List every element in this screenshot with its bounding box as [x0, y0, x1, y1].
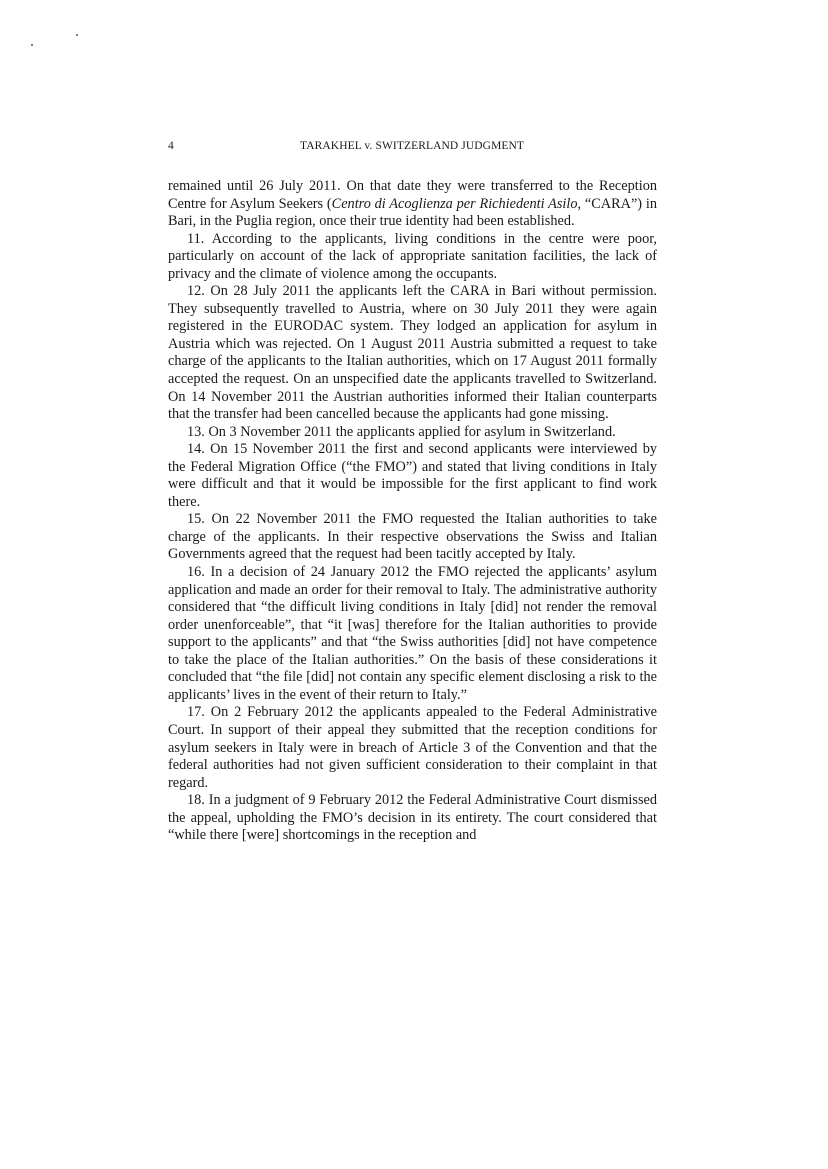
paragraph-17: 17. On 2 February 2012 the applicants appealed to the Federal Administrative Court. In support of their appeal they submitted that the reception conditions for asylum seekers in Italy were in breach of Article 3 of the Convention and that the federal authorities had not given sufficient consideration to their complaint in that regard. — [168, 704, 657, 791]
scan-speck — [31, 44, 33, 46]
paragraph-18: 18. In a judgment of 9 February 2012 the Federal Administrative Court dismissed the appeal, upholding the FMO’s decision in its entirety. The court considered that “while there [were] shortcomings in the reception and — [168, 792, 657, 844]
italic-term: Centro di Acoglienza per Richiedenti Asilo — [331, 195, 578, 212]
scan-speck — [76, 34, 78, 36]
paragraph-13: 13. On 3 November 2011 the applicants applied for asylum in Switzerland. — [187, 423, 616, 440]
running-header: TARAKHEL v. SWITZERLAND JUDGMENT — [300, 140, 525, 152]
paragraph-continuation — [168, 178, 657, 231]
paragraph-14: 14. On 15 November 2011 the first and second applicants were interviewed by the Federal Migration Office (“the FMO”) and stated that living conditions in Italy were difficult and that it would be impossible for the first applicant to find work there. — [168, 441, 657, 510]
paragraph-15: 15. On 22 November 2011 the FMO requested the Italian authorities to take charge of the applicants. In their respective observations the Swiss and Italian Governments agreed that the request had been tacitly accepted by Italy. — [168, 511, 657, 563]
paragraph-text: remained until 26 July 2011. On that date they were transferred to the Reception Centre for Asylum Seekers ( — [168, 178, 657, 212]
paragraph-11: 11. According to the applicants, living conditions in the centre were poor, particularly on account of the lack of appropriate sanitation facilities, the lack of privacy and the climate of violence among the occupants. — [168, 230, 657, 282]
paragraph-16: 16. In a decision of 24 January 2012 the FMO rejected the applicants’ asylum application and made an order for their removal to Italy. The administrative authority considered that “the difficult living conditions in Italy [did] not render the removal order unenforceable”, that “it [was] therefore for the Italian authorities to provide support to the applicants” and that “the Swiss authorities [did] not have competence to take the place of the Italian authorities.” On the basis of these considerations it concluded that “the file [did] not contain any specific element disclosing a risk to the applicants’ lives in the event of their return to Italy.” — [168, 564, 657, 703]
paragraph-12: 12. On 28 July 2011 the applicants left the CARA in Bari without permission. They subsequently travelled to Austria, where on 30 July 2011 they were again registered in the EURODAC system. They lodged an application for asylum in Austria which was rejected. On 1 August 2011 Austria submitted a request to take charge of the applicants to the Italian authorities, which on 17 August 2011 formally accepted the request. On an unspecified date the applicants travelled to Switzerland. On 14 November 2011 the Austrian authorities informed their Italian counterparts that the transfer had been cancelled because the applicants had gone missing. — [168, 283, 657, 423]
judgment-body — [168, 178, 657, 845]
page-number: 4 — [168, 140, 174, 152]
paragraph-text: , “CARA”) in Bari, in the Puglia region, once their true identity had been established. — [168, 195, 657, 230]
